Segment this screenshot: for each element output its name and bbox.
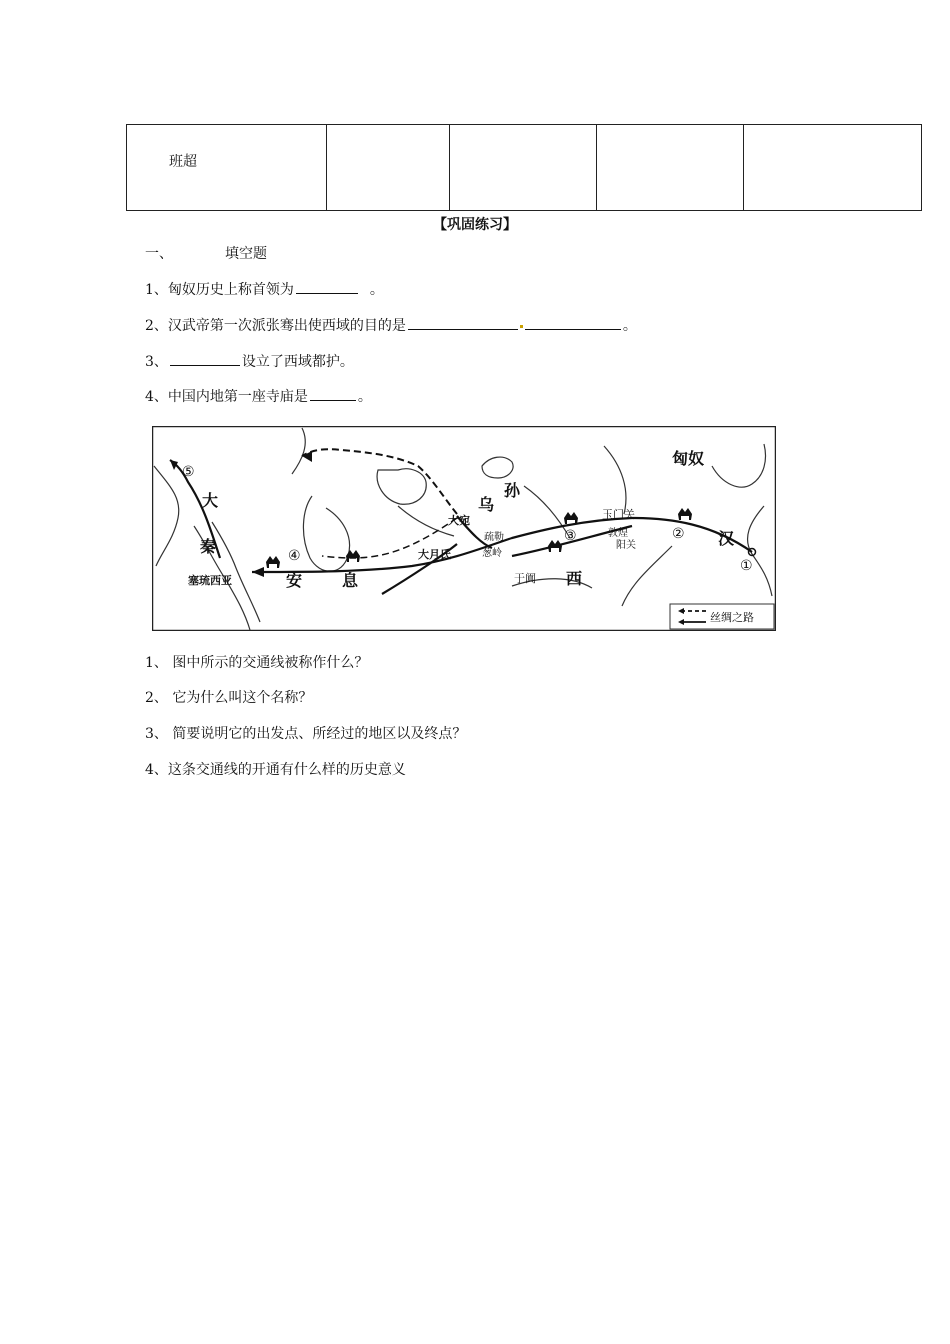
map-label-dunhuang: 敦煌 (608, 528, 628, 539)
map-question-1: 1、 图中所示的交通线被称作什么？ (145, 655, 369, 671)
table-cell (597, 125, 744, 211)
fill-question-4: 4、中国内地第一座寺庙是 。 (145, 386, 372, 406)
table-row (127, 125, 922, 211)
answer-blank[interactable] (408, 315, 518, 330)
map-question-3: 3、 简要说明它的出发点、所经过的地区以及终点？ (145, 726, 467, 742)
map-label-xi: 西 (566, 569, 583, 588)
map-label-dayuezhi: 大月氏 (418, 548, 451, 561)
fill-section-number: 一、 (145, 246, 173, 262)
map-label-n1: ① (740, 558, 753, 574)
table-cell (327, 125, 450, 211)
silk-road-map (152, 426, 776, 631)
fill-question-1: 1、匈奴历史上称首领为 。 (145, 279, 384, 299)
section-title: 【巩固练习】 (433, 217, 517, 233)
map-label-yumenguan: 玉门关 (602, 508, 635, 521)
info-table (126, 124, 922, 211)
fill-section-title: 填空题 (225, 246, 267, 262)
map-label-shule: 疏勒 (484, 532, 504, 543)
dot-mark (520, 325, 523, 328)
map-legend-label: 丝绸之路 (710, 611, 754, 624)
map-question-4: 4、这条交通线的开通有什么样的历史意义 (145, 762, 406, 778)
map-label-xiongnu: 匈奴 (672, 449, 705, 468)
map-question-2: 2、 它为什么叫这个名称？ (145, 690, 313, 706)
map-label-n4: ④ (288, 548, 301, 564)
map-label-yutian: 于阗 (514, 572, 536, 585)
map-label-n3: ③ (564, 528, 577, 544)
answer-blank[interactable] (310, 386, 356, 401)
map-label-n2: ② (672, 526, 685, 542)
answer-blank[interactable] (296, 279, 358, 294)
fill-question-3: 3、 设立了西域都护。 (145, 351, 354, 371)
table-cell (450, 125, 597, 211)
fill-section-heading (145, 243, 267, 263)
answer-blank[interactable] (525, 315, 621, 330)
answer-blank[interactable] (170, 351, 240, 366)
map-label-seleucia: 塞琉西亚 (188, 574, 232, 587)
map-label-yangguan: 阳关 (616, 540, 636, 551)
map-label-dayuan: 大宛 (448, 514, 470, 527)
map-label-qin: 秦 (200, 537, 217, 556)
fill-question-2: 2、汉武帝第一次派张骞出使西域的目的是 。 (145, 315, 637, 335)
map-label-han: 汉 (718, 529, 735, 548)
table-cell (744, 125, 922, 211)
map-label-sun: 孙 (504, 481, 521, 500)
map-label-congling: 葱岭 (482, 548, 502, 559)
map-label-an: 安 (286, 571, 303, 590)
map-label-wu: 乌 (478, 495, 495, 514)
table-cell-name (127, 125, 327, 211)
map-label-n5: ⑤ (182, 464, 195, 480)
map-label-da: 大 (202, 491, 219, 510)
map-label-xi2: 息 (342, 571, 359, 590)
row-label: 班超 (169, 154, 197, 170)
